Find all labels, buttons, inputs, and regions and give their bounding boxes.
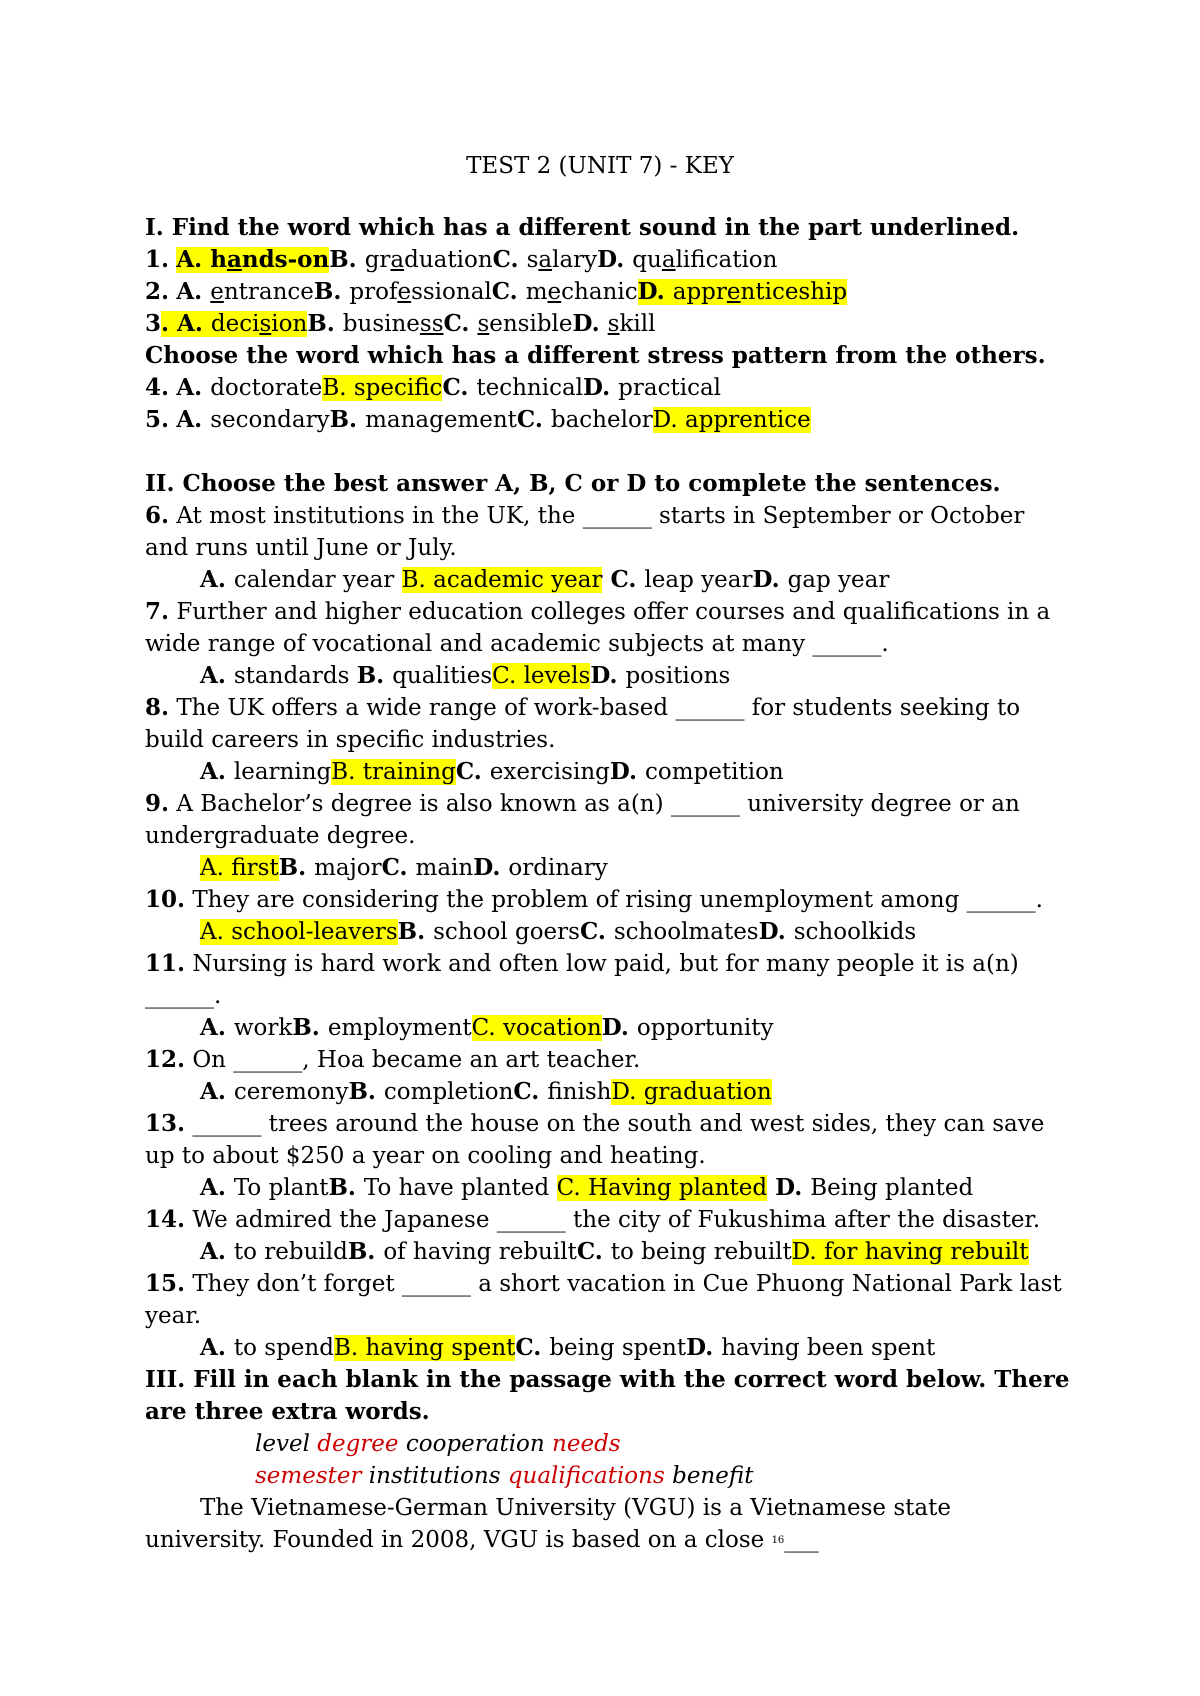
question-11-options: A. workB. employmentC. vocationD. opportunity: [200, 1014, 774, 1041]
stress-heading: Choose the word which has a different stress pattern from the others.: [145, 342, 1046, 369]
question-9: 9. A Bachelor’s degree is also known as a(n) ______ university degree or an: [145, 790, 1020, 817]
question-12: 12. On ______, Hoa became an art teacher.: [145, 1046, 641, 1073]
question-7: 7. Further and higher education colleges offer courses and qualifications in a: [145, 598, 1051, 625]
question-14: 14. We admired the Japanese ______ the city of Fukushima after the disaster.: [145, 1206, 1041, 1233]
section2-heading: II. Choose the best answer A, B, C or D to complete the sentences.: [145, 470, 1001, 497]
passage-line-2: university. Founded in 2008, VGU is based on a close 16___: [145, 1527, 819, 1553]
word-bank-row-2: semester institutions qualifications benefit: [255, 1463, 754, 1489]
question-5: 5. A. secondaryB. managementC. bachelorD. apprentice: [145, 406, 811, 433]
question-13-options: A. To plantB. To have planted C. Having planted D. Being planted: [200, 1174, 974, 1201]
question-13: 13. ______ trees around the house on the south and west sides, they can save: [145, 1110, 1045, 1137]
question-15: 15. They don’t forget ______ a short vacation in Cue Phuong National Park last: [145, 1270, 1062, 1297]
question-14-options: A. to rebuildB. of having rebuiltC. to being rebuiltD. for having rebuilt: [200, 1238, 1029, 1265]
question-4: 4. A. doctorateB. specificC. technicalD. practical: [145, 374, 722, 401]
question-1: 1. A. hands-onB. graduationC. salaryD. qualification: [145, 246, 778, 273]
question-6: 6. At most institutions in the UK, the ______ starts in September or October: [145, 502, 1025, 529]
question-7-options: A. standards B. qualitiesC. levelsD. positions: [200, 662, 731, 689]
question-10-options: A. school-leaversB. school goersC. schoolmatesD. schoolkids: [200, 918, 917, 945]
word-bank-row-1: level degree cooperation needs: [255, 1431, 621, 1457]
section1-heading: I. Find the word which has a different sound in the part underlined.: [145, 214, 1020, 241]
question-2: 2. A. entranceB. professionalC. mechanicD. apprenticeship: [145, 278, 848, 305]
question-8-options: A. learningB. trainingC. exercisingD. competition: [200, 758, 784, 785]
question-12-options: A. ceremonyB. completionC. finishD. graduation: [200, 1078, 772, 1105]
question-6-options: A. calendar year B. academic year C. leap yearD. gap year: [200, 566, 890, 593]
passage-line-1: The Vietnamese-German University (VGU) is a Vietnamese state: [200, 1495, 951, 1521]
section3-heading: III. Fill in each blank in the passage with the correct word below. There: [145, 1366, 1070, 1393]
question-15-options: A. to spendB. having spentC. being spentD. having been spent: [200, 1334, 936, 1361]
question-3: 3. A. decisionB. businessC. sensibleD. skill: [145, 310, 656, 337]
document-title: TEST 2 (UNIT 7) - KEY: [466, 153, 734, 179]
question-8: 8. The UK offers a wide range of work-based ______ for students seeking to: [145, 694, 1021, 721]
document-body: I. Find the word which has a different sound in the part underlined. 1. A. hands-onB. graduationC. salaryD. qualification 2. A. entranceB. professionalC. mechanicD. apprenticeship 3. A. decisionB. businessC. sensibleD. skill Choose the word which has a different stress pattern from the others. 4. A. doctorateB. specificC. technicalD. practical 5. A. secondaryB. managementC. bachelorD. apprentice II. Choose the best answer A, B, C or D to complete the sentences. 6. At most institutions in the UK, the ______ starts in September or October and runs until June or July. A. calendar year B. academic year C. leap yearD. gap year 7. Further and higher education colleges offer courses and qualifications in a wide range of vocational and academic subjects at many ______. A. standards B. qualitiesC. levelsD. positions 8. The UK offers a wide range of work-based ______ for students seeking to build careers in specific industries. A. learningB. trainingC. exercisingD. competition 9. A Bachelor’s degree is also known as a(n) ______ university degree or an undergraduate degree. A. firstB. majorC. mainD. ordinary 10. They are considering the problem of rising unemployment among ______. A. school-leaversB. school goersC. schoolmatesD. schoolkids 11. Nursing is hard work and often low paid, but for many people it is a(n) ______. A. workB. employmentC. vocationD. opportunity 12. On ______, Hoa became an art teacher. A. ceremonyB. completionC. finishD. graduation 13. ______ trees around the house on the south and west sides, they can save up to about $250 a year on cooling and heating. A. To plantB. To have planted C. Having planted D. Being planted 14. We admired the Japanese ______ the city of Fukushima after the disaster. A. to rebuildB. of having rebuiltC. to being rebuiltD. for having rebuilt 15. They don’t forget ______ a short vacation in Cue Phuong National Park last year. A. to spendB. having spentC. being spentD. having been spent III. Fill in each blank in the passage with the correct word below. There are three extra words. level degree cooperation needs semester institutions qualifications benefit The Vietnamese-German University (VGU) is a Vietnamese state university. Founded in 2008, VGU is based on a close 16___: [145, 212, 1065, 1556]
question-11: 11. Nursing is hard work and often low paid, but for many people it is a(n): [145, 950, 1019, 977]
question-10: 10. They are considering the problem of rising unemployment among ______.: [145, 886, 1043, 913]
question-9-options: A. firstB. majorC. mainD. ordinary: [200, 854, 608, 881]
